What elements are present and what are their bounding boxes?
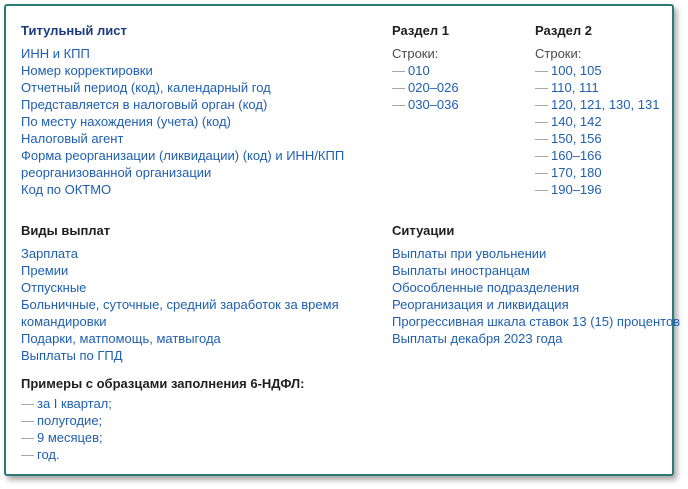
list-item[interactable]: — за I квартал; bbox=[21, 396, 112, 411]
list-item[interactable]: — 140, 142 bbox=[535, 114, 602, 129]
section1-heading: Раздел 1 bbox=[392, 23, 449, 38]
navigation-card bbox=[4, 4, 681, 476]
link-reorganization-form[interactable]: Форма реорганизации (ликвидации) (код) и ИНН/КПП bbox=[21, 148, 345, 163]
link-december-2023[interactable]: Выплаты декабря 2023 года bbox=[392, 331, 563, 346]
list-item[interactable]: — 150, 156 bbox=[535, 131, 602, 146]
list-item[interactable]: — 120, 121, 130, 131 bbox=[535, 97, 660, 112]
link-progressive-scale[interactable]: Прогрессивная шкала ставок 13 (15) процентов bbox=[392, 314, 681, 329]
dash-icon: — bbox=[21, 396, 34, 411]
examples-block bbox=[21, 376, 381, 463]
link-salary[interactable]: Зарплата bbox=[21, 246, 78, 261]
situations-block bbox=[392, 223, 681, 347]
list-item[interactable]: — 190–196 bbox=[535, 182, 602, 197]
link-dismissal-payments[interactable]: Выплаты при увольнении bbox=[392, 246, 547, 261]
dash-icon: — bbox=[392, 63, 405, 78]
dash-icon: — bbox=[392, 97, 405, 112]
dash-icon: — bbox=[21, 447, 34, 462]
dash-icon: — bbox=[535, 131, 548, 146]
link-foreigners-payments[interactable]: Выплаты иностранцам bbox=[392, 263, 530, 278]
link-tax-authority[interactable]: Представляется в налоговый орган (код) bbox=[21, 97, 268, 112]
dash-icon: — bbox=[535, 63, 548, 78]
examples-heading: Примеры с образцами заполнения 6-НДФЛ: bbox=[21, 376, 305, 391]
link-reporting-period[interactable]: Отчетный период (код), календарный год bbox=[21, 80, 271, 95]
dash-icon: — bbox=[392, 80, 405, 95]
link-inn-kpp[interactable]: ИНН и КПП bbox=[21, 46, 90, 61]
link-oktmo-code[interactable]: Код по ОКТМО bbox=[21, 182, 112, 197]
title-sheet-block bbox=[21, 23, 381, 198]
section2-block bbox=[535, 23, 670, 198]
situations-heading: Ситуации bbox=[392, 223, 455, 238]
link-tax-agent[interactable]: Налоговый агент bbox=[21, 131, 124, 146]
link-separate-divisions[interactable]: Обособленные подразделения bbox=[392, 280, 580, 295]
list-item[interactable]: — 100, 105 bbox=[535, 63, 602, 78]
link-gpd-payments[interactable]: Выплаты по ГПД bbox=[21, 348, 123, 363]
dash-icon: — bbox=[21, 413, 34, 428]
title-sheet-heading: Титульный лист bbox=[21, 23, 127, 38]
dash-icon: — bbox=[21, 430, 34, 445]
section2-rows-label: Строки: bbox=[535, 46, 582, 61]
link-vacation-pay[interactable]: Отпускные bbox=[21, 280, 87, 295]
section2-heading: Раздел 2 bbox=[535, 23, 592, 38]
list-item[interactable]: — 9 месяцев; bbox=[21, 430, 103, 445]
link-sick-leave[interactable]: Больничные, суточные, средний заработок за время bbox=[21, 297, 339, 312]
list-item[interactable]: — полугодие; bbox=[21, 413, 103, 428]
link-correction-number[interactable]: Номер корректировки bbox=[21, 63, 153, 78]
link-bonuses[interactable]: Премии bbox=[21, 263, 69, 278]
dash-icon: — bbox=[535, 97, 548, 112]
list-item[interactable]: — 160–166 bbox=[535, 148, 602, 163]
list-item[interactable]: — 170, 180 bbox=[535, 165, 602, 180]
list-item[interactable]: — 110, 111 bbox=[535, 80, 599, 95]
dash-icon: — bbox=[535, 165, 548, 180]
dash-icon: — bbox=[535, 148, 548, 163]
link-place-of-registration[interactable]: По месту нахождения (учета) (код) bbox=[21, 114, 231, 129]
payments-heading: Виды выплат bbox=[21, 223, 111, 238]
link-gifts[interactable]: Подарки, матпомощь, матвыгода bbox=[21, 331, 221, 346]
list-item[interactable]: — год. bbox=[21, 447, 60, 462]
list-item[interactable]: — 020–026 bbox=[392, 80, 459, 95]
link-business-trips[interactable]: командировки bbox=[21, 314, 107, 329]
link-reorganization-liquidation[interactable]: Реорганизация и ликвидация bbox=[392, 297, 569, 312]
list-item[interactable]: — 010 bbox=[392, 63, 430, 78]
dash-icon: — bbox=[535, 182, 548, 197]
section1-rows-label: Строки: bbox=[392, 46, 439, 61]
list-item[interactable]: — 030–036 bbox=[392, 97, 459, 112]
section1-block bbox=[392, 23, 522, 113]
dash-icon: — bbox=[535, 114, 548, 129]
link-reorganized-organization[interactable]: реорганизованной организации bbox=[21, 165, 212, 180]
dash-icon: — bbox=[535, 80, 548, 95]
payments-block bbox=[21, 223, 381, 364]
